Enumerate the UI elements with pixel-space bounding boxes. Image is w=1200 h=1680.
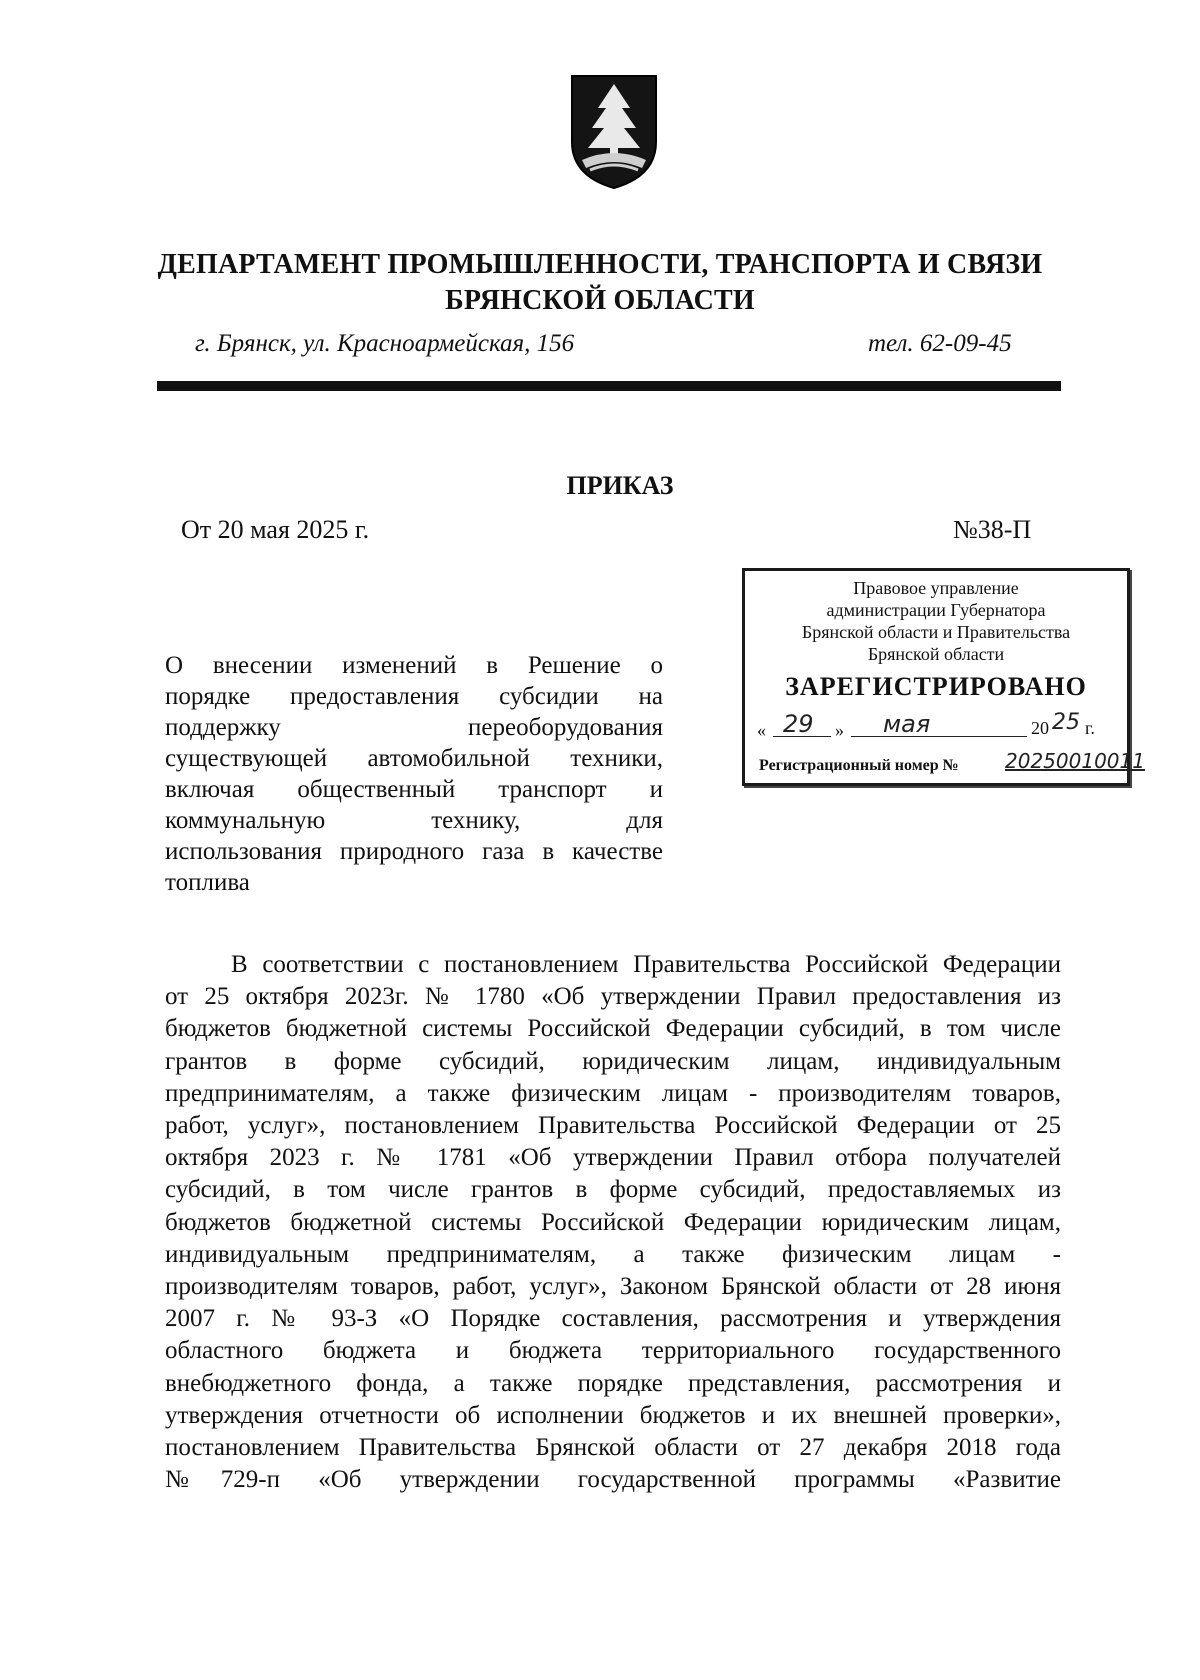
coat-of-arms-emblem	[568, 72, 660, 190]
subject-line: топлива	[165, 869, 250, 896]
subject-line: порядке предоставления субсидии на	[165, 683, 663, 710]
body-line: постановлением Правительства Брянской области от 27 декабря 2018 года	[165, 1434, 1061, 1462]
body-line: предпринимателям, а также физическим лицам - производителям товаров,	[165, 1079, 1061, 1107]
subject-line: существующей автомобильной техники,	[165, 745, 663, 772]
body-line: областного бюджета и бюджета территориального государственного	[165, 1337, 1061, 1365]
header-divider	[157, 381, 1061, 391]
department-address: г. Брянск, ул. Красноармейская, 156	[195, 330, 575, 357]
subject-line: коммунальную технику, для	[165, 807, 663, 834]
stamp-date-row: « 29 » мая 20 25 г.	[757, 710, 1095, 740]
body-line: внебюджетного фонда, а также порядке представления, рассмотрения и	[165, 1369, 1061, 1397]
stamp-line-4: Брянской области	[867, 644, 1005, 664]
stamp-year-prefix: 20	[1031, 718, 1049, 738]
order-title: ПРИКАЗ	[566, 471, 674, 500]
department-name-line1: ДЕПАРТАМЕНТ ПРОМЫШЛЕННОСТИ, ТРАНСПОРТА И СВЯЗИ	[157, 249, 1043, 280]
stamp-registered-label: ЗАРЕГИСТРИРОВАНО	[785, 672, 1087, 701]
subject-line: О внесении изменений в Решение о	[165, 652, 663, 679]
body-line: утверждения отчетности об исполнении бюджетов и их внешней проверки»,	[165, 1401, 1061, 1429]
stamp-reg-number: 20250010011	[1005, 749, 1145, 773]
body-line: бюджетов бюджетной системы Российской Федерации субсидий, в том числе	[165, 1015, 1061, 1043]
body-line: октября 2023 г. № 1781 «Об утверждении Правил отбора получателей	[165, 1144, 1061, 1172]
subject-line: включая общественный транспорт и	[165, 776, 663, 803]
stamp-year-suffix: 25	[1052, 710, 1080, 735]
body-line: производителям товаров, работ, услуг», Законом Брянской области от 28 июня	[165, 1273, 1061, 1301]
body-line: от 25 октября 2023г. № 1780 «Об утверждении Правил предоставления из	[165, 983, 1061, 1011]
stamp-month: мая	[883, 710, 931, 738]
body-line: 2007 г. № 93-З «О Порядке составления, рассмотрения и утверждения	[165, 1305, 1061, 1333]
stamp-line-3: Брянской области и Правительства	[801, 622, 1071, 642]
subject-line: поддержку переоборудования	[165, 714, 663, 741]
body-line: субсидий, в том числе грантов в форме субсидий, предоставляемых из	[165, 1176, 1061, 1204]
order-number: №38-П	[953, 515, 1032, 544]
department-phone: тел. 62-09-45	[868, 330, 1012, 357]
stamp-year-unit: г.	[1085, 718, 1095, 738]
stamp-line-1: Правовое управление	[853, 578, 1019, 598]
subject-line: использования природного газа в качестве	[165, 838, 663, 865]
body-line: В соответствии с постановлением Правительства Российской Федерации	[231, 951, 1061, 978]
body-line: №729-п «Об утверждении государственной программы «Развитие	[165, 1466, 1061, 1494]
order-date: От 20 мая 2025 г.	[181, 515, 370, 544]
department-name-line2: БРЯНСКОЙ ОБЛАСТИ	[445, 285, 755, 316]
stamp-registration-row	[755, 749, 1145, 779]
stamp-reg-label: Регистрационный номер №	[759, 757, 959, 774]
stamp-day: 29	[783, 710, 814, 738]
order-subject	[165, 650, 663, 898]
order-body-paragraph	[165, 949, 1061, 1496]
body-line: грантов в форме субсидий, юридическим лицам, индивидуальным	[165, 1047, 1061, 1075]
body-line: индивидуальным предпринимателям, а также физическим лицам -	[165, 1240, 1061, 1268]
stamp-line-2: администрации Губернатора	[826, 600, 1046, 620]
body-line: работ, услуг», постановлением Правительства Российской Федерации от 25	[165, 1112, 1061, 1140]
registration-stamp	[742, 568, 1145, 786]
body-line: бюджетов бюджетной системы Российской Федерации юридическим лицам,	[165, 1208, 1061, 1236]
